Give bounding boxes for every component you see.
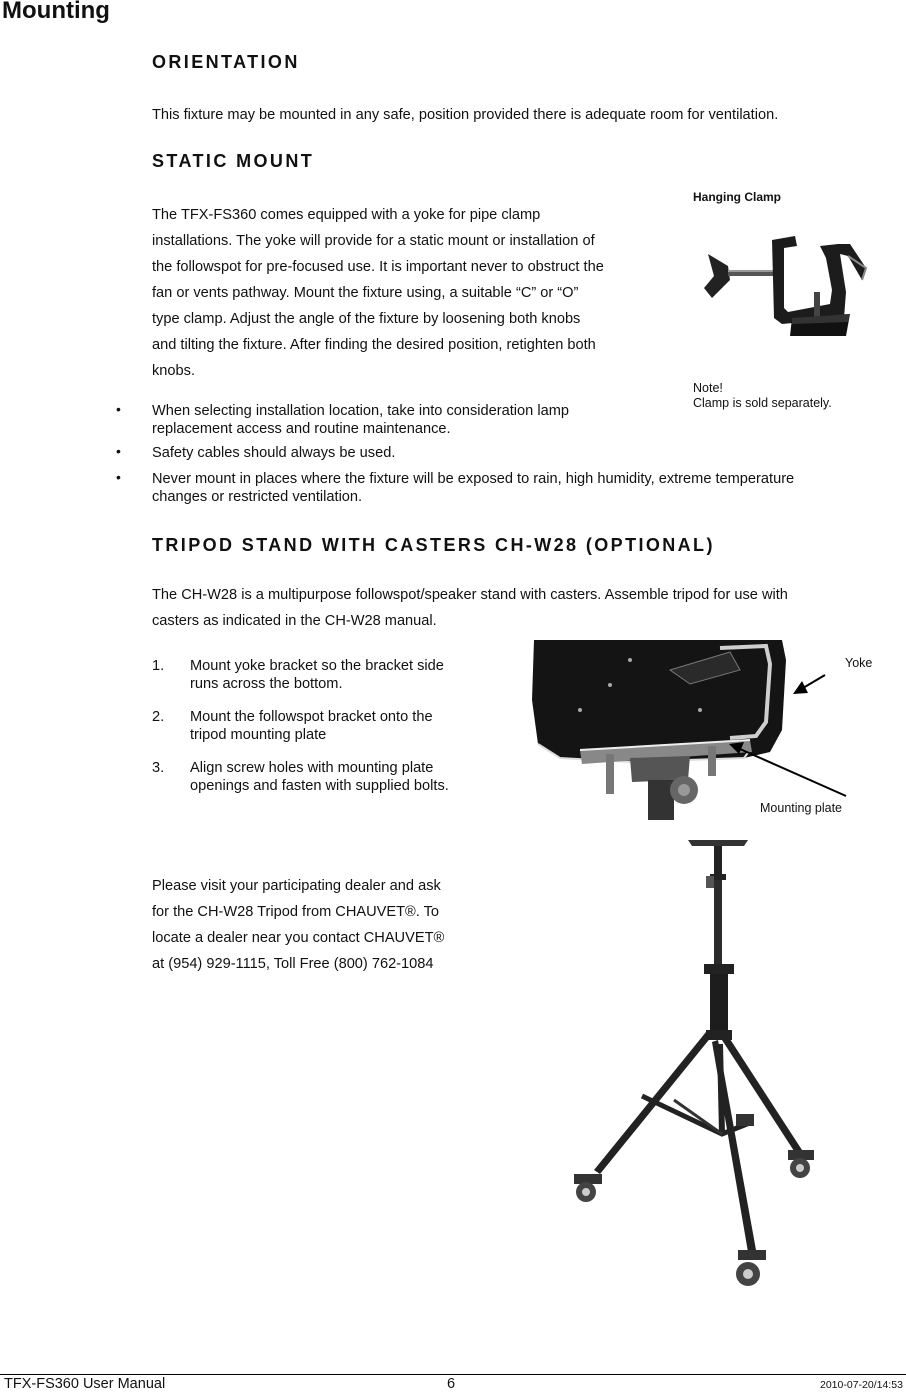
step-1: Mount yoke bracket so the bracket side runs across the bottom. (190, 658, 444, 692)
clamp-note: Note! Clamp is sold separately. (693, 381, 832, 410)
bullet-icon: • (116, 443, 121, 459)
tripod-heading: TRIPOD STAND WITH CASTERS CH-W28 (OPTIONAL) (152, 535, 715, 555)
static-mount-paragraph: The TFX-FS360 comes equipped with a yoke for pipe clamp installations. The yoke will provide for a static mount or installation of the followspot for pre-focused use. It is important never to obstruct the fan or vents pathway. Mount the fixture using, a suitable “C” or “O” type clamp. Adjust the angle of the fixture by loosening both knobs and tilting the fixture. After finding the desired position, retighten both knobs. (152, 207, 604, 379)
dealer-paragraph: Please visit your participating dealer and ask for the CH-W28 Tripod from CHAUVET®. To locate a dealer near you contact CHAUVET® at (954) 929-1115, Toll Free (800) 762-1084 (152, 878, 445, 972)
bullet-item-2: Safety cables should always be used. (152, 445, 396, 461)
step-number: 3. (152, 760, 165, 776)
step-2: Mount the followspot bracket onto the tripod mounting plate (190, 709, 433, 743)
orientation-text: This fixture may be mounted in any safe, position provided there is adequate room for ventilation. (152, 107, 779, 123)
tripod-intro: The CH-W28 is a multipurpose followspot/speaker stand with casters. Assemble tripod for use with casters as indicated in the CH-W28 manual. (152, 587, 788, 629)
step-3: Align screw holes with mounting plate openings and fasten with supplied bolts. (190, 760, 449, 794)
bullet-item-3: Never mount in places where the fixture will be exposed to rain, high humidity, extreme temperature changes or restricted ventilation. (152, 471, 795, 505)
bullet-item-1: When selecting installation location, take into consideration lamp replacement access and routine maintenance. (152, 403, 569, 437)
footer-rule (0, 1374, 906, 1375)
page-number: 6 (447, 1376, 456, 1392)
step-number: 1. (152, 658, 165, 674)
step-number: 2. (152, 709, 165, 725)
footer-manual: TFX-FS360 User Manual (4, 1376, 166, 1392)
orientation-heading: ORIENTATION (152, 52, 300, 72)
bullet-icon: • (116, 401, 121, 417)
clamp-caption: Hanging Clamp (693, 190, 782, 204)
page-title: Mounting (2, 0, 110, 24)
bullet-icon: • (116, 469, 121, 485)
mounting-plate-label: Mounting plate (760, 801, 843, 815)
yoke-label: Yoke (845, 656, 873, 670)
static-mount-heading: STATIC MOUNT (152, 151, 315, 171)
footer-date: 2010-07-20/14:53 (820, 1379, 903, 1391)
tripod-stand-image (550, 834, 830, 1294)
